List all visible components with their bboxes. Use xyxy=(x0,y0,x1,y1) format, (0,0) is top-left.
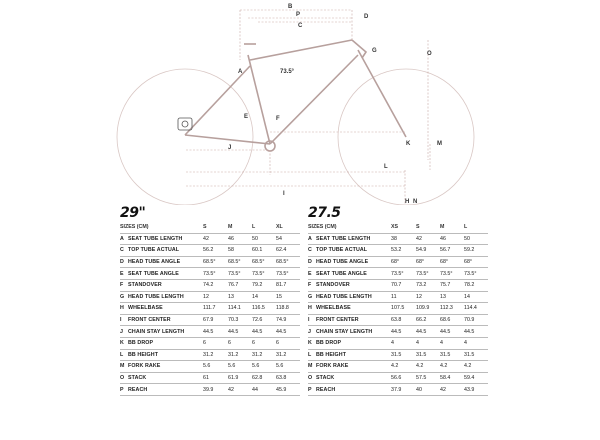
row-value: 62.8 xyxy=(252,372,276,384)
row-value: 118.8 xyxy=(276,303,300,315)
row-value: 62.4 xyxy=(276,245,300,257)
label-j: J xyxy=(228,145,232,151)
row-value: 15 xyxy=(276,291,300,303)
table-row xyxy=(308,291,488,303)
row-value: 68.6 xyxy=(440,314,464,326)
row-value: 31.2 xyxy=(252,349,276,361)
table-title-27-5: 27.5 xyxy=(308,205,341,221)
dimension-lines xyxy=(186,10,430,205)
row-measure-name: HEAD TUBE ANGLE xyxy=(316,256,391,268)
table-row xyxy=(120,337,300,349)
row-measure-name: FRONT CENTER xyxy=(128,314,203,326)
row-measure-name: REACH xyxy=(128,384,203,396)
row-value: 73.5° xyxy=(416,268,440,280)
row-key: D xyxy=(120,256,128,268)
row-value: 12 xyxy=(416,291,440,303)
row-measure-name: STANDOVER xyxy=(316,279,391,291)
row-value: 6 xyxy=(228,337,252,349)
row-key: O xyxy=(120,372,128,384)
row-value: 44.5 xyxy=(391,326,416,338)
row-measure-name: CHAIN STAY LENGTH xyxy=(316,326,391,338)
row-key: F xyxy=(308,279,316,291)
row-measure-name: FORK RAKE xyxy=(128,361,203,373)
row-measure-name: STACK xyxy=(128,372,203,384)
row-value: 78.2 xyxy=(464,279,488,291)
row-value: 57.5 xyxy=(416,372,440,384)
label-i: I xyxy=(283,191,285,197)
row-value: 11 xyxy=(391,291,416,303)
row-value: 75.7 xyxy=(440,279,464,291)
row-key: P xyxy=(308,384,316,396)
table-row xyxy=(308,314,488,326)
row-value: 42 xyxy=(440,384,464,396)
row-value: 42 xyxy=(416,233,440,245)
row-value: 44.5 xyxy=(228,326,252,338)
row-value: 13 xyxy=(228,291,252,303)
row-value: 63.8 xyxy=(391,314,416,326)
row-key: J xyxy=(308,326,316,338)
row-measure-name: TOP TUBE ACTUAL xyxy=(128,245,203,257)
row-value: 40 xyxy=(416,384,440,396)
row-value: 44.5 xyxy=(440,326,464,338)
row-key: A xyxy=(308,233,316,245)
label-b: B xyxy=(288,4,293,10)
row-value: 4 xyxy=(464,337,488,349)
table-header-row xyxy=(120,222,300,233)
row-measure-name: BB HEIGHT xyxy=(316,349,391,361)
row-value: 111.7 xyxy=(203,303,228,315)
table-body-29 xyxy=(120,233,300,395)
row-value: 68° xyxy=(416,256,440,268)
row-value: 4.2 xyxy=(416,361,440,373)
row-value: 56.7 xyxy=(440,245,464,257)
label-m: M xyxy=(437,141,442,147)
header-size-1: XS xyxy=(391,222,416,233)
row-value: 109.9 xyxy=(416,303,440,315)
table-row xyxy=(308,256,488,268)
row-measure-name: WHEELBASE xyxy=(316,303,391,315)
table-row xyxy=(308,361,488,373)
table-row xyxy=(120,268,300,280)
row-value: 67.9 xyxy=(203,314,228,326)
row-key: G xyxy=(308,291,316,303)
row-value: 5.6 xyxy=(203,361,228,373)
row-key: I xyxy=(120,314,128,326)
row-value: 66.2 xyxy=(416,314,440,326)
header-size-2: S xyxy=(416,222,440,233)
row-value: 6 xyxy=(276,337,300,349)
row-value: 73.2 xyxy=(416,279,440,291)
row-value: 58 xyxy=(228,245,252,257)
row-value: 68.5° xyxy=(228,256,252,268)
row-value: 4 xyxy=(391,337,416,349)
label-l: L xyxy=(384,164,388,170)
table-row xyxy=(120,233,300,245)
table-row xyxy=(308,245,488,257)
row-value: 59.4 xyxy=(464,372,488,384)
row-value: 50 xyxy=(252,233,276,245)
row-value: 4.2 xyxy=(440,361,464,373)
row-value: 107.5 xyxy=(391,303,416,315)
row-value: 70.9 xyxy=(464,314,488,326)
row-value: 60.1 xyxy=(252,245,276,257)
row-value: 5.6 xyxy=(276,361,300,373)
table-row xyxy=(308,372,488,384)
row-value: 79.2 xyxy=(252,279,276,291)
row-measure-name: BB HEIGHT xyxy=(128,349,203,361)
table-row xyxy=(120,256,300,268)
row-value: 31.5 xyxy=(464,349,488,361)
row-measure-name: HEAD TUBE LENGTH xyxy=(316,291,391,303)
row-value: 68.5° xyxy=(203,256,228,268)
row-value: 58.4 xyxy=(440,372,464,384)
header-size-3: M xyxy=(440,222,464,233)
row-value: 43.9 xyxy=(464,384,488,396)
table-body-27-5 xyxy=(308,233,488,395)
row-value: 73.5° xyxy=(228,268,252,280)
row-value: 44.5 xyxy=(203,326,228,338)
row-key: I xyxy=(308,314,316,326)
geometry-table-29-grid xyxy=(120,222,300,396)
row-value: 116.5 xyxy=(252,303,276,315)
label-e: E xyxy=(244,114,249,120)
row-measure-name: STANDOVER xyxy=(128,279,203,291)
row-value: 44.5 xyxy=(416,326,440,338)
row-value: 31.2 xyxy=(228,349,252,361)
row-value: 13 xyxy=(440,291,464,303)
row-measure-name: FRONT CENTER xyxy=(316,314,391,326)
row-value: 73.5° xyxy=(276,268,300,280)
row-value: 74.9 xyxy=(276,314,300,326)
row-measure-name: SEAT TUBE LENGTH xyxy=(128,233,203,245)
row-measure-name: BB DROP xyxy=(316,337,391,349)
rear-derailleur xyxy=(178,118,192,130)
header-size-3: L xyxy=(252,222,276,233)
bike-geometry-diagram xyxy=(0,0,600,205)
row-key: O xyxy=(308,372,316,384)
table-row xyxy=(308,268,488,280)
row-value: 73.5° xyxy=(464,268,488,280)
row-measure-name: CHAIN STAY LENGTH xyxy=(128,326,203,338)
row-key: A xyxy=(120,233,128,245)
row-value: 73.5° xyxy=(252,268,276,280)
row-value: 46 xyxy=(228,233,252,245)
row-value: 114.1 xyxy=(228,303,252,315)
geometry-table-27-5-grid xyxy=(308,222,488,396)
table-row xyxy=(120,314,300,326)
row-value: 44.5 xyxy=(252,326,276,338)
row-value: 4.2 xyxy=(464,361,488,373)
row-value: 81.7 xyxy=(276,279,300,291)
table-row xyxy=(120,384,300,396)
row-measure-name: SEAT TUBE ANGLE xyxy=(316,268,391,280)
table-row xyxy=(308,384,488,396)
label-a: A xyxy=(238,69,243,75)
table-row xyxy=(308,279,488,291)
label-c: C xyxy=(298,23,303,29)
header-size-2: M xyxy=(228,222,252,233)
row-value: 59.2 xyxy=(464,245,488,257)
label-angle: 73.5° xyxy=(280,69,295,75)
row-measure-name: FORK RAKE xyxy=(316,361,391,373)
row-measure-name: SEAT TUBE ANGLE xyxy=(128,268,203,280)
row-value: 72.6 xyxy=(252,314,276,326)
row-value: 70.3 xyxy=(228,314,252,326)
row-value: 45.9 xyxy=(276,384,300,396)
row-value: 12 xyxy=(203,291,228,303)
row-measure-name: HEAD TUBE ANGLE xyxy=(128,256,203,268)
row-value: 70.7 xyxy=(391,279,416,291)
table-row xyxy=(120,279,300,291)
row-key: M xyxy=(308,361,316,373)
row-key: J xyxy=(120,326,128,338)
row-value: 73.5° xyxy=(203,268,228,280)
label-n: N xyxy=(413,199,418,205)
row-key: H xyxy=(308,303,316,315)
row-value: 6 xyxy=(252,337,276,349)
row-measure-name: HEAD TUBE LENGTH xyxy=(128,291,203,303)
row-key: E xyxy=(308,268,316,280)
geometry-table-27-5 xyxy=(308,204,486,396)
table-row xyxy=(308,337,488,349)
row-value: 50 xyxy=(464,233,488,245)
row-value: 44.5 xyxy=(276,326,300,338)
row-measure-name: SEAT TUBE LENGTH xyxy=(316,233,391,245)
table-row xyxy=(120,291,300,303)
row-value: 4 xyxy=(416,337,440,349)
row-value: 6 xyxy=(203,337,228,349)
table-row xyxy=(120,326,300,338)
row-value: 68° xyxy=(391,256,416,268)
row-value: 68.5° xyxy=(276,256,300,268)
row-value: 42 xyxy=(203,233,228,245)
table-row xyxy=(120,349,300,361)
row-value: 63.8 xyxy=(276,372,300,384)
label-g: G xyxy=(372,48,377,54)
row-value: 73.5° xyxy=(440,268,464,280)
row-key: K xyxy=(308,337,316,349)
row-key: M xyxy=(120,361,128,373)
row-value: 31.5 xyxy=(440,349,464,361)
row-value: 54.9 xyxy=(416,245,440,257)
label-h: H xyxy=(405,199,410,205)
table-row xyxy=(120,303,300,315)
row-value: 46 xyxy=(440,233,464,245)
table-row xyxy=(308,326,488,338)
header-size-4: L xyxy=(464,222,488,233)
row-value: 74.2 xyxy=(203,279,228,291)
row-value: 61.9 xyxy=(228,372,252,384)
row-value: 31.5 xyxy=(391,349,416,361)
row-value: 42 xyxy=(228,384,252,396)
row-value: 68.5° xyxy=(252,256,276,268)
row-key: C xyxy=(308,245,316,257)
row-value: 44 xyxy=(252,384,276,396)
row-key: L xyxy=(120,349,128,361)
row-key: D xyxy=(308,256,316,268)
row-value: 31.2 xyxy=(203,349,228,361)
row-key: C xyxy=(120,245,128,257)
table-header-row xyxy=(308,222,488,233)
row-value: 68° xyxy=(464,256,488,268)
row-value: 56.6 xyxy=(391,372,416,384)
label-p: P xyxy=(296,12,301,18)
row-key: L xyxy=(308,349,316,361)
row-measure-name: BB DROP xyxy=(128,337,203,349)
row-value: 31.5 xyxy=(416,349,440,361)
row-value: 114.4 xyxy=(464,303,488,315)
row-value: 56.2 xyxy=(203,245,228,257)
row-value: 14 xyxy=(464,291,488,303)
row-key: H xyxy=(120,303,128,315)
table-row xyxy=(308,303,488,315)
row-measure-name: REACH xyxy=(316,384,391,396)
row-value: 37.9 xyxy=(391,384,416,396)
row-value: 73.5° xyxy=(391,268,416,280)
row-measure-name: STACK xyxy=(316,372,391,384)
row-value: 39.9 xyxy=(203,384,228,396)
row-value: 14 xyxy=(252,291,276,303)
row-key: F xyxy=(120,279,128,291)
label-k: K xyxy=(406,141,411,147)
row-value: 112.3 xyxy=(440,303,464,315)
row-value: 38 xyxy=(391,233,416,245)
header-sizes: SIZES (CM) xyxy=(120,222,203,233)
row-value: 4.2 xyxy=(391,361,416,373)
label-o: O xyxy=(427,51,432,57)
header-sizes: SIZES (CM) xyxy=(308,222,391,233)
row-key: P xyxy=(120,384,128,396)
rear-wheel xyxy=(117,69,253,205)
table-row xyxy=(120,361,300,373)
table-row xyxy=(120,245,300,257)
row-measure-name: TOP TUBE ACTUAL xyxy=(316,245,391,257)
row-value: 61 xyxy=(203,372,228,384)
row-value: 5.6 xyxy=(228,361,252,373)
header-size-4: XL xyxy=(276,222,300,233)
geometry-table-29 xyxy=(120,204,298,396)
table-row xyxy=(120,372,300,384)
row-value: 53.2 xyxy=(391,245,416,257)
row-key: E xyxy=(120,268,128,280)
row-measure-name: WHEELBASE xyxy=(128,303,203,315)
table-title-29: 29" xyxy=(120,205,146,221)
row-value: 31.2 xyxy=(276,349,300,361)
table-row xyxy=(308,233,488,245)
row-value: 54 xyxy=(276,233,300,245)
row-value: 44.5 xyxy=(464,326,488,338)
label-f: F xyxy=(276,116,280,122)
row-key: K xyxy=(120,337,128,349)
label-d: D xyxy=(364,14,369,20)
table-row xyxy=(308,349,488,361)
row-value: 76.7 xyxy=(228,279,252,291)
row-value: 5.6 xyxy=(252,361,276,373)
header-size-1: S xyxy=(203,222,228,233)
row-key: G xyxy=(120,291,128,303)
row-value: 4 xyxy=(440,337,464,349)
row-value: 68° xyxy=(440,256,464,268)
bike-frame xyxy=(185,40,406,151)
